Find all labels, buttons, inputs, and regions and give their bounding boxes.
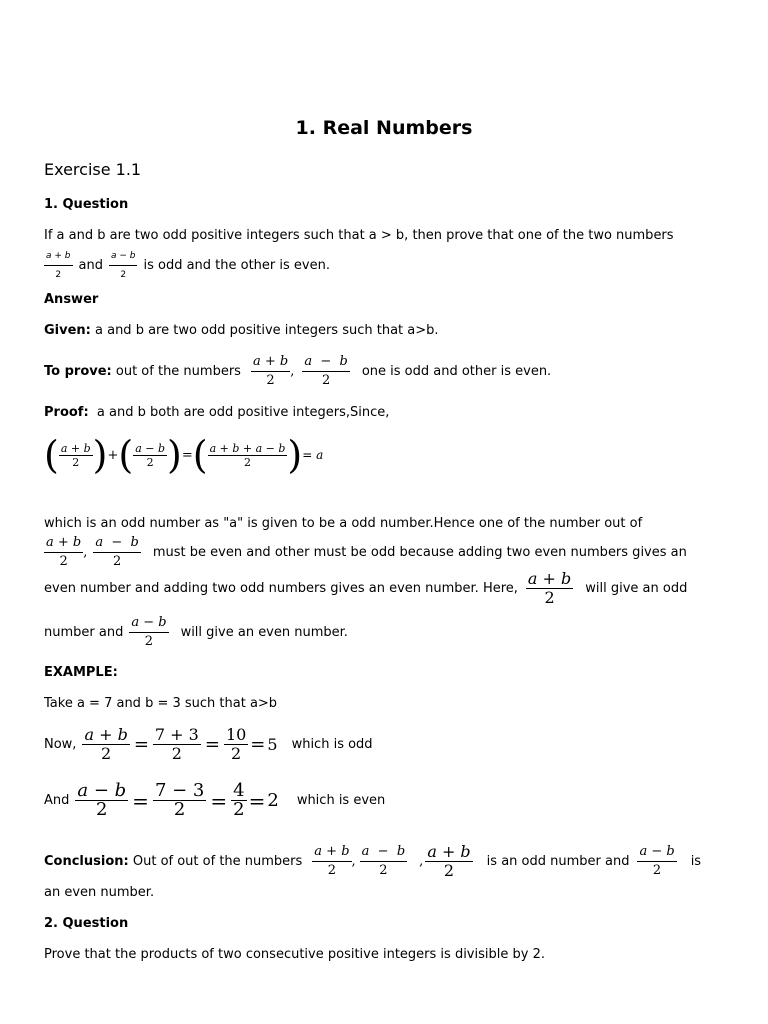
which-line-4-text: number and (44, 624, 124, 640)
conclusion-text: Out of out of the numbers (128, 853, 303, 869)
fraction-a-plus-b: $\frac{a + b}{2}$ (46, 535, 82, 569)
fraction-7-plus-3: $\frac{7 + 3}{2}$ (154, 725, 199, 763)
which-line-3 (44, 570, 687, 607)
fraction-a-plus-b: $\frac{a + b}{2}$ (314, 844, 350, 878)
fraction-a-minus-b: $\frac{a - b}{2}$ (131, 615, 167, 649)
now-tail: which is odd (291, 736, 373, 752)
which-line-2: $\frac{a + b}{2}$ , $\frac{a - b}{2}$ must be even and other must be odd because adding two even numbers gives an (46, 535, 687, 569)
fraction-a-minus-b: $\frac{a - b}{2}$ (639, 844, 675, 878)
question-1-heading: 1. Question (44, 197, 129, 212)
proof-equation: ( $\frac{a + b}{2}$ ) + ( $\frac{a - b}{2}$ ) = ( $\frac{a + b + a - b}{2}$ ) = a (44, 433, 324, 477)
proof-text: a and b both are odd positive integers,Since, (88, 405, 390, 420)
and-text: and (78, 257, 103, 273)
example-and-line: And $\frac{a - b}{2}$ = $\frac{7 - 3}{2}$ = $\frac{4}{2}$ = 2 which is even (44, 780, 386, 820)
which-line-3-text: even number and adding two odd numbers gives an even number. Here, (44, 580, 518, 596)
fraction-a-plus-b: $\frac{a + b}{2}$ (252, 354, 289, 388)
proof-line (44, 404, 389, 422)
question-2-text: Prove that the products of two consecutive positive integers is divisible by 2. (44, 947, 545, 962)
to-prove-line: To prove: out of the numbers $\frac{a + b}{2}$ , $\frac{a - b}{2}$ one is odd and other is even. (44, 354, 552, 388)
fraction-10-over-2: $\frac{10}{2}$ (225, 725, 247, 763)
fraction-a-minus-b: $\frac{a - b}{2}$ (77, 780, 127, 820)
given-line (44, 322, 439, 340)
fraction-7-minus-3: $\frac{7 - 3}{2}$ (154, 780, 205, 820)
result-2: 2 (267, 789, 279, 811)
which-line-4-tail: will give an even number. (180, 624, 348, 640)
conclusion-label: Conclusion: (44, 853, 129, 869)
which-line-4 (44, 614, 348, 651)
question-1-fractions (44, 247, 330, 284)
fraction-a-minus-b: $\frac{a - b}{2}$ (304, 354, 348, 388)
and-label: And (44, 792, 70, 808)
example-heading: EXAMPLE: (44, 665, 118, 680)
now-label: Now, (44, 736, 77, 752)
to-prove-tail: one is odd and other is even. (361, 363, 552, 379)
page-title: 1. Real Numbers (295, 117, 473, 139)
fraction-a-minus-b: $\frac{a - b}{2}$ (95, 535, 139, 569)
fraction-a-plus-b: $\frac{a + b}{2}$ (44, 247, 73, 284)
fraction-a-minus-b: $\frac{a - b}{2}$ (135, 441, 166, 469)
fraction-a-minus-b: $\frac{a - b}{2}$ (109, 247, 138, 284)
proof-label: Proof: (44, 405, 89, 420)
which-line-3-tail: will give an odd (585, 580, 688, 596)
question-1-text: If a and b are two odd positive integers such that a > b, then prove that one of the two numbers (44, 228, 674, 243)
conclusion-line: Conclusion: Out of out of the numbers $\frac{a + b}{2}$ , $\frac{a - b}{2}$ , $\frac{a + b}{2}$ is an odd number and $\frac{a - b}{2}$ is (44, 842, 702, 880)
to-prove-text: out of the numbers (111, 363, 241, 379)
result-5: 5 (267, 734, 278, 754)
fraction-sum: $\frac{a + b + a - b}{2}$ (209, 441, 286, 469)
fraction-a-plus-b-large: $\frac{a + b}{2}$ (427, 842, 471, 880)
conclusion-line-2: an even number. (44, 885, 155, 900)
which-line-1: which is an odd number as "a" is given to be a odd number.Hence one of the number out of (44, 516, 643, 531)
conclusion-is: is (690, 853, 702, 869)
answer-heading: Answer (44, 292, 99, 307)
fraction-a-plus-b: $\frac{a + b}{2}$ (84, 725, 128, 763)
fraction-a-plus-b: $\frac{a + b}{2}$ (527, 569, 572, 607)
question-1-tail: is odd and the other is even. (143, 257, 330, 273)
given-label: Given: (44, 323, 91, 338)
given-text: a and b are two odd positive integers such that a>b. (90, 323, 439, 338)
conclusion-odd-text: is an odd number and (486, 853, 630, 869)
example-take: Take a = 7 and b = 3 such that a>b (44, 696, 278, 711)
question-2-heading: 2. Question (44, 916, 129, 931)
to-prove-label: To prove: (44, 363, 112, 379)
example-now-line: Now, $\frac{a + b}{2}$ = $\frac{7 + 3}{2}$ = $\frac{10}{2}$ = 5 which is odd (44, 725, 373, 763)
fraction-a-plus-b: $\frac{a + b}{2}$ (60, 441, 91, 469)
fraction-a-minus-b: $\frac{a - b}{2}$ (361, 844, 406, 878)
fraction-4-over-2: $\frac{4}{2}$ (233, 780, 245, 820)
result-a: = a (302, 448, 324, 462)
which-line-2-text: must be even and other must be odd because adding two even numbers gives an (152, 544, 687, 560)
and-tail: which is even (296, 792, 386, 808)
exercise-title: Exercise 1.1 (44, 160, 142, 179)
